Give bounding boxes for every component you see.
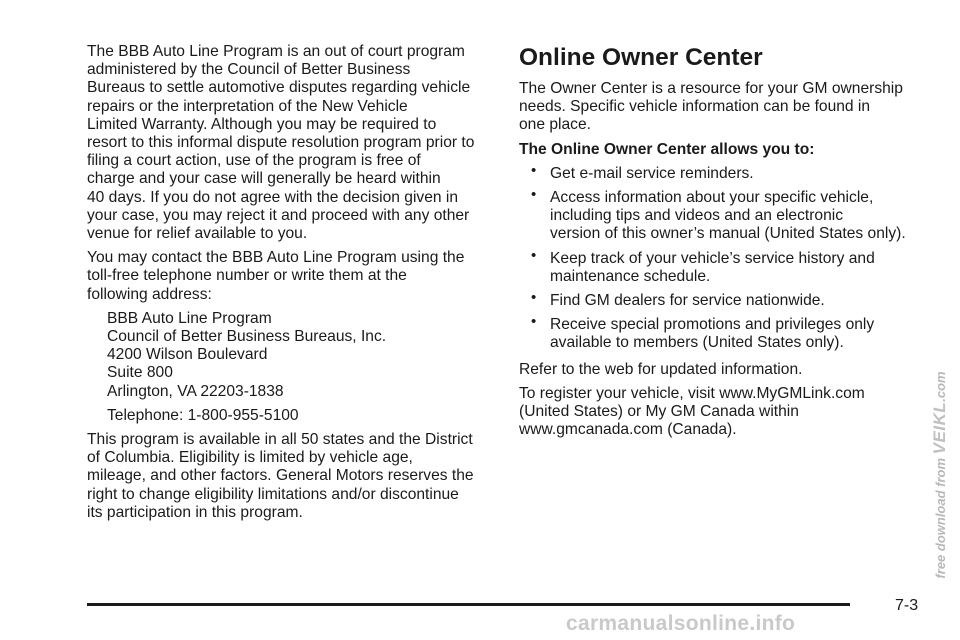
- telephone-number: Telephone: 1-800-955-5100: [107, 406, 299, 424]
- registration-paragraph: To register your vehicle, visit www.MyGMLink.com (United States) or My GM Canada within www.gmcanada.com (Canada).: [519, 384, 865, 439]
- list-item-text: Get e-mail service reminders.: [550, 164, 754, 182]
- web-reference-paragraph: Refer to the web for updated information.: [519, 360, 803, 378]
- side-watermark-prefix: free download from: [933, 454, 948, 579]
- bbb-program-paragraph: The BBB Auto Line Program is an out of court program administered by the Council of Better Business Bureaus to settle automotive disputes regarding vehicle repairs or the interpretation of the New Vehicle Limited Warranty. Although you may be required to resort to this informal dispute resolution program prior to filing a court action, use of the program is free of charge and your case will generally be heard within 40 days. If you do not agree with the decision given in your case, you may reject it and proceed with any other venue for relief available to you.: [87, 43, 475, 243]
- features-lead: The Online Owner Center allows you to:: [519, 140, 815, 158]
- side-watermark-text: [930, 371, 950, 578]
- owner-center-intro: The Owner Center is a resource for your GM ownership needs. Specific vehicle information can be found in one place.: [519, 80, 903, 134]
- list-item-text: Keep track of your vehicle’s service history and maintenance schedule.: [550, 249, 875, 285]
- list-item-text: Receive special promotions and privileges only available to members (United States only).: [550, 316, 875, 352]
- list-item-text: Find GM dealers for service nationwide.: [550, 292, 825, 310]
- page-number: 7-3: [895, 597, 919, 614]
- bottom-watermark: carmanualsonline.info: [566, 612, 796, 635]
- list-item: [519, 161, 929, 183]
- bullet-icon: •: [531, 161, 537, 179]
- mailing-address: BBB Auto Line Program Council of Better Business Bureaus, Inc. 4200 Wilson Boulevard Suite 800 Arlington, VA 22203-1838: [107, 309, 387, 400]
- contact-paragraph: You may contact the BBB Auto Line Program using the toll-free telephone number or write them at the following address:: [87, 249, 465, 303]
- section-heading: Online Owner Center: [519, 44, 763, 71]
- eligibility-paragraph: This program is available in all 50 states and the District of Columbia. Eligibility is limited by vehicle age, mileage, and other factors. General Motors reserves the right to change eligibility limitations and/or discontinue its participation in this program.: [87, 431, 474, 521]
- side-watermark-suffix: .com: [933, 371, 948, 402]
- list-item: [519, 289, 929, 310]
- bullet-icon: •: [531, 186, 537, 204]
- side-watermark-brand: VEIKL: [930, 401, 949, 455]
- list-item: [519, 313, 929, 352]
- right-column: [519, 44, 929, 445]
- bullet-icon: •: [531, 289, 537, 307]
- feature-list: [519, 161, 929, 353]
- footer-rule: [87, 603, 850, 606]
- list-item: [519, 246, 929, 286]
- list-item: [519, 186, 929, 244]
- side-watermark: [925, 350, 955, 600]
- bullet-icon: •: [531, 313, 537, 331]
- bullet-icon: •: [531, 246, 537, 264]
- list-item-text: Access information about your specific vehicle, including tips and videos and an electronic version of this owner’s manual (United States only).: [550, 189, 906, 243]
- left-column: [87, 43, 497, 528]
